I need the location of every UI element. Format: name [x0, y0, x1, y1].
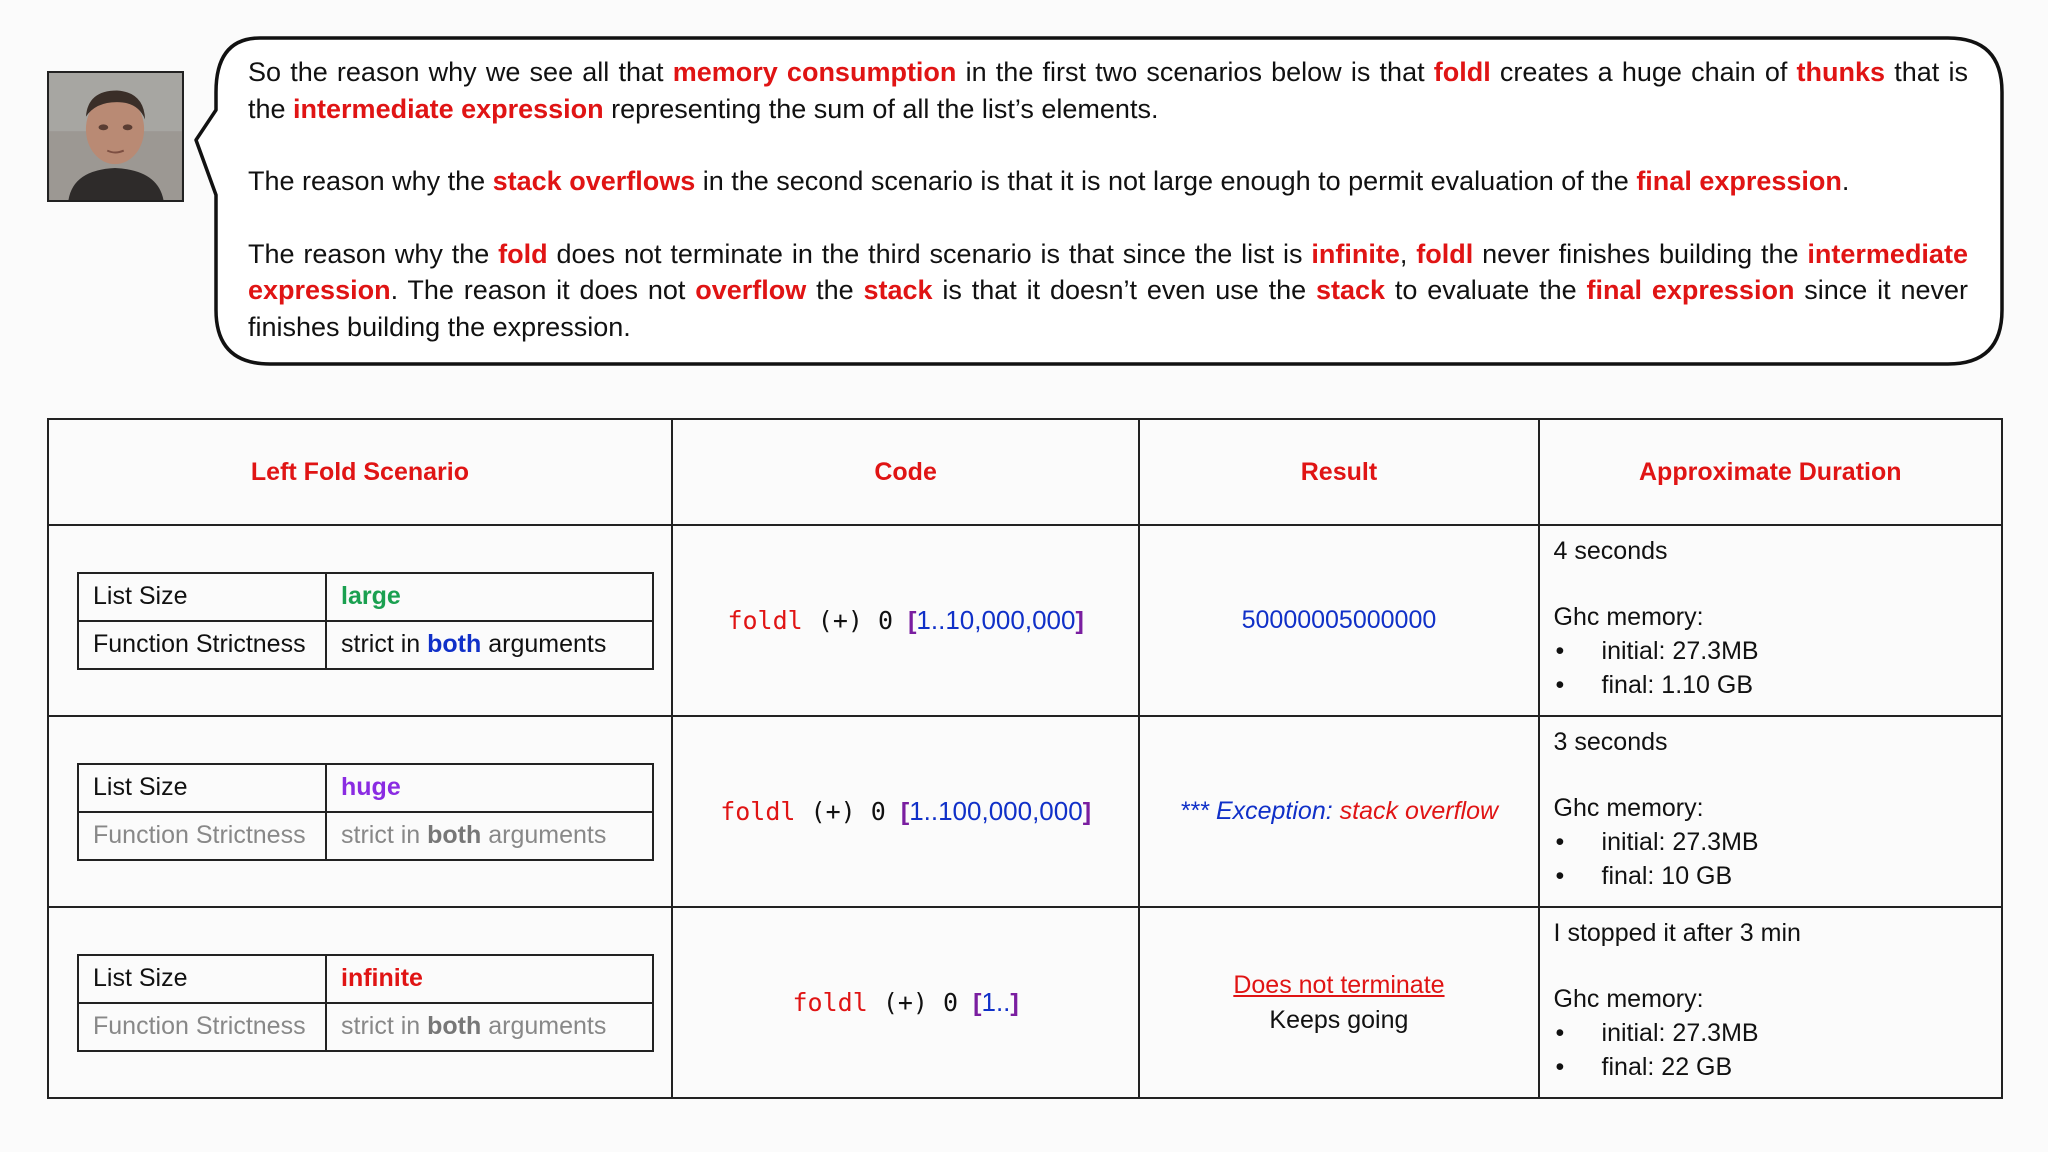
list-size-label: List Size: [78, 955, 326, 1003]
code-args: (+) 0: [882, 988, 959, 1017]
code-function: foldl: [720, 797, 796, 826]
scenario-inner-table: [77, 763, 654, 861]
body-text: never finishes building the: [1473, 238, 1808, 269]
header-row: [48, 419, 2002, 525]
strictness-label: Function Strictness: [78, 1003, 326, 1051]
emphasis-text: final expression: [1586, 275, 1795, 305]
strictness-label: Function Strictness: [78, 812, 326, 860]
list-size-label: List Size: [78, 764, 326, 812]
code-cell: foldl (+) 0 [1..100,000,000]: [672, 716, 1139, 907]
emphasis-text: memory consumption: [672, 57, 957, 87]
paragraph-3: [248, 236, 1968, 346]
emphasis-text: stack: [863, 275, 933, 305]
emphasis-text: final expression: [1636, 166, 1842, 196]
memory-label: Ghc memory:: [1553, 794, 1704, 822]
duration-cell: [1539, 525, 2002, 716]
scenario-table-wrapper: [47, 418, 2003, 1099]
body-text: in the first two scenarios below is that: [956, 57, 1434, 87]
code-args: (+) 0: [810, 797, 886, 826]
scenario-inner-table: [77, 572, 654, 670]
code-list: 1..: [981, 987, 1011, 1017]
body-text: The reason why the: [248, 238, 499, 269]
result-value: Does not terminate: [1233, 970, 1445, 999]
scenario-cell: [48, 907, 672, 1098]
code-cell: foldl (+) 0 [1..]: [672, 907, 1139, 1098]
memory-label: Ghc memory:: [1553, 985, 1704, 1013]
body-text: .: [1841, 166, 1850, 196]
duration-text: 3 seconds: [1553, 728, 1668, 756]
duration-text: 4 seconds: [1553, 537, 1668, 565]
emphasis-text: stack: [1315, 275, 1386, 305]
body-text: representing the sum of all the list’s elements.: [603, 93, 1159, 124]
memory-final: • final: 22 GB: [1555, 1053, 1733, 1081]
body-text: the: [806, 275, 864, 305]
scenario-cell: [48, 525, 672, 716]
table-row: [48, 525, 2002, 716]
result-cell: *** Exception: stack overflow: [1139, 716, 1538, 907]
emphasis-text: foldl: [1433, 57, 1491, 87]
code-args: (+) 0: [817, 606, 894, 635]
body-text: creates a huge chain of: [1490, 57, 1797, 87]
result-value: 50000005000000: [1241, 606, 1437, 634]
result-cell: [1139, 907, 1538, 1098]
scenario-inner-table: [77, 954, 654, 1052]
body-text: to evaluate the: [1385, 275, 1587, 305]
list-size-value: infinite: [326, 955, 653, 1003]
strictness-value: strict in both arguments: [326, 621, 653, 669]
paragraph-2: [248, 163, 1968, 200]
duration-text: I stopped it after 3 min: [1553, 919, 1801, 947]
memory-final: • final: 10 GB: [1555, 862, 1733, 890]
header-code: Code: [672, 419, 1139, 525]
emphasis-text: intermediate expression: [248, 238, 1968, 305]
strictness-value: strict in both arguments: [326, 812, 653, 860]
body-text: So the reason why we see all that: [248, 57, 673, 87]
body-text: The reason why the: [248, 166, 493, 196]
memory-final: • final: 1.10 GB: [1555, 671, 1754, 699]
explanation-text: [248, 54, 1968, 381]
memory-label: Ghc memory:: [1553, 603, 1704, 631]
body-text: ,: [1399, 238, 1417, 269]
code-function: foldl: [727, 606, 803, 635]
emphasis-text: thunks: [1796, 57, 1886, 87]
result-subtext: Keeps going: [1269, 1005, 1409, 1034]
emphasis-text: foldl: [1416, 238, 1474, 269]
header-duration: Approximate Duration: [1539, 419, 2002, 525]
code-cell: foldl (+) 0 [1..10,000,000]: [672, 525, 1139, 716]
body-text: that is the: [248, 57, 1968, 124]
memory-initial: • initial: 27.3MB: [1555, 1019, 1759, 1047]
result-cell: [1139, 525, 1538, 716]
table-row: [48, 716, 2002, 907]
exception-prefix: *** Exception: [1179, 797, 1326, 825]
scenario-cell: [48, 716, 672, 907]
code-list: 1..10,000,000: [916, 605, 1076, 635]
list-size-value: huge: [326, 764, 653, 812]
list-size-value: large: [326, 573, 653, 621]
header-scenario: Left Fold Scenario: [48, 419, 672, 525]
memory-initial: • initial: 27.3MB: [1555, 828, 1759, 856]
body-text: since it never finishes building the expression.: [248, 275, 1969, 342]
body-text: . The reason it does not: [390, 275, 696, 305]
emphasis-text: stack overflows: [492, 166, 696, 196]
code-function: foldl: [792, 988, 868, 1017]
memory-initial: • initial: 27.3MB: [1555, 637, 1759, 665]
duration-cell: [1539, 907, 2002, 1098]
exception-message: stack overflow: [1339, 797, 1499, 825]
emphasis-text: infinite: [1311, 238, 1400, 269]
paragraph-1: [248, 54, 1968, 127]
header-result: Result: [1139, 419, 1538, 525]
emphasis-text: intermediate expression: [293, 93, 604, 124]
duration-cell: [1539, 716, 2002, 907]
table-row: [48, 907, 2002, 1098]
body-text: is that it doesn’t even use the: [932, 275, 1316, 305]
body-text: does not terminate in the third scenario is that since the list is: [547, 238, 1312, 269]
strictness-value: strict in both arguments: [326, 1003, 653, 1051]
list-size-label: List Size: [78, 573, 326, 621]
emphasis-text: fold: [498, 238, 548, 269]
scenario-table: [47, 418, 2003, 1099]
emphasis-text: overflow: [695, 275, 807, 305]
code-list: 1..100,000,000: [909, 796, 1083, 826]
body-text: in the second scenario is that it is not large enough to permit evaluation of the: [695, 166, 1637, 196]
strictness-label: Function Strictness: [78, 621, 326, 669]
